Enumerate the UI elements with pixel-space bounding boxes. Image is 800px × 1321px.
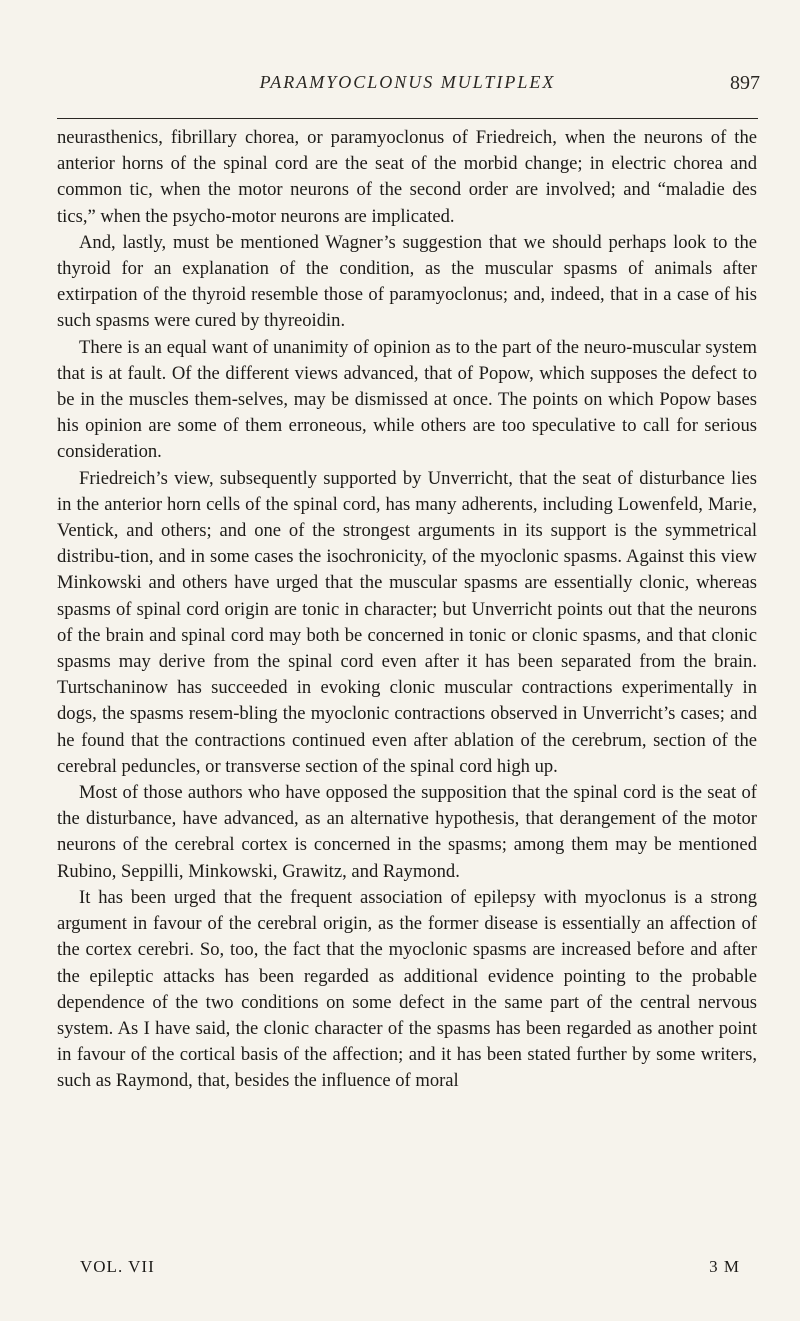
page-number: 897: [730, 72, 760, 94]
page-footer: [80, 1257, 740, 1283]
running-head: [55, 72, 760, 112]
running-title: PARAMYOCLONUS MULTIPLEX: [259, 72, 556, 92]
paragraph: It has been urged that the frequent association of epilepsy with myoclonus is a strong argument in favour of the cerebral origin, as the former disease is essentially an affection of the cortex cerebri. So, too, the fact that the myoclonic spasms are increased before and after the epileptic attacks has been regarded as additional evidence pointing to the probable dependence of the two conditions on some defect in the same part of the central nervous system. As I have said, the clonic character of the spasms has been regarded as another point in favour of the cortical basis of the affection; and it has been stated further by some writers, such as Raymond, that, besides the influence of moral: [57, 886, 757, 1092]
paragraph: And, lastly, must be mentioned Wagner’s suggestion that we should perhaps look to the thyroid for an explanation of the condition, as the muscular spasms of animals after extirpation of the thyroid resemble those of paramyoclonus; and, indeed, that in a case of his such spasms were cured by thyreoidin.: [57, 231, 757, 332]
paragraph-continued: neurasthenics, fibrillary chorea, or paramyoclonus of Friedreich, when the neurons of the anterior horns of the spinal cord are the seat of the morbid change; in electric chorea and common tic, when the motor neurons of the second order are involved; and “maladie des tics,” when the psycho-motor neurons are implicated.: [57, 127, 757, 227]
paragraph: Friedreich’s view, subsequently supported by Unverricht, that the seat of disturbance lies in the anterior horn cells of the spinal cord, has many adherents, including Lowenfeld, Marie, Ventick, and others; and one of the strongest arguments in its support is the symmetrical distribu-tion, and in some cases the isochronicity, of the myoclonic spasms. Against this view Minkowski and others have urged that the muscular spasms are essentially clonic, whereas spasms of spinal cord origin are tonic in character; but Unverricht points out that the neurons of the brain and spinal cord may both be concerned in tonic or clonic spasms, and that clonic spasms may derive from the spinal cord even after it has been separated from the brain. Turtschaninow has succeeded in evoking clonic muscular contractions experimentally in dogs, the spasms resem-bling the myoclonic contractions observed in Unverricht’s cases; and he found that the contractions continued even after ablation of the cerebrum, section of the cerebral peduncles, or transverse section of the spinal cord high up.: [57, 467, 757, 777]
volume-signature: VOL. VII: [80, 1257, 155, 1276]
body-text: [57, 125, 757, 1095]
paragraph: There is an equal want of unanimity of opinion as to the part of the neuro-muscular system that is at fault. Of the different views advanced, that of Popow, which supposes the defect to be in the muscles them-selves, may be dismissed at once. The points on which Popow bases his opinion are some of them erroneous, while others are too speculative to call for serious consideration.: [57, 336, 757, 463]
sheet-signature-mark: 3 M: [709, 1257, 740, 1276]
paragraph: Most of those authors who have opposed the supposition that the spinal cord is the seat of the disturbance, have advanced, as an alternative hypothesis, that derangement of the motor neurons of the cerebral cortex is concerned in the spasms; among them may be mentioned Rubino, Seppilli, Minkowski, Grawitz, and Raymond.: [57, 782, 757, 882]
header-rule: [57, 118, 758, 119]
